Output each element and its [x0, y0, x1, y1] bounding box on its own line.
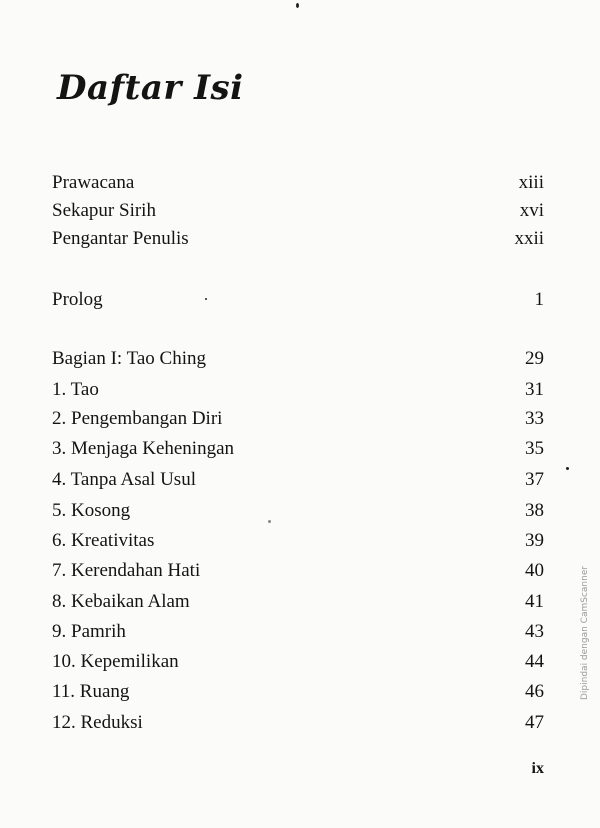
toc-entry-label: 2. Pengembangan Diri: [52, 408, 223, 429]
toc-entry-chapter: [52, 407, 544, 431]
toc-entry-page: 37: [525, 469, 544, 490]
page-title: Daftar Isi: [57, 68, 244, 108]
toc-entry-chapter: [52, 499, 544, 523]
scan-speck: [268, 520, 271, 523]
toc-entry-label: 5. Kosong: [52, 500, 131, 521]
toc-entry-page: 41: [525, 591, 544, 612]
toc-entry-label: 11. Ruang: [52, 681, 130, 702]
toc-entry-chapter: [52, 590, 544, 614]
toc-entry-label: Sekapur Sirih: [52, 200, 156, 221]
toc-entry-chapter: [52, 620, 544, 644]
toc-entry-page: 31: [525, 379, 544, 400]
toc-entry-page: 43: [525, 621, 544, 642]
toc-entry-page: 44: [525, 651, 544, 672]
toc-entry-chapter: [52, 468, 544, 492]
toc-entry-chapter: [52, 529, 544, 553]
toc-entry-page: 35: [525, 438, 544, 459]
toc-entry-prolog: [52, 288, 544, 312]
toc-entry-page: 47: [525, 712, 544, 733]
toc-entry-label: Pengantar Penulis: [52, 228, 189, 249]
toc-entry-chapter: [52, 559, 544, 583]
toc-entry-label: Prawacana: [52, 172, 135, 193]
toc-entry: [52, 171, 544, 195]
toc-entry-part: [52, 347, 544, 371]
toc-entry-page: 38: [525, 500, 544, 521]
toc-entry-chapter: [52, 378, 544, 402]
toc-entry-chapter: [52, 680, 544, 704]
toc-entry-page: 40: [525, 560, 544, 581]
toc-entry-label: 8. Kebaikan Alam: [52, 591, 190, 612]
toc-entry-label: Prolog: [52, 289, 103, 310]
toc-entry: [52, 227, 544, 251]
toc-entry: [52, 199, 544, 223]
toc-entry-label: 1. Tao: [52, 379, 99, 400]
toc-entry-label: 3. Menjaga Keheningan: [52, 438, 235, 459]
toc-entry-label: 9. Pamrih: [52, 621, 126, 642]
scan-speck: [205, 298, 207, 300]
toc-entry-page: xxii: [514, 228, 544, 249]
toc-entry-page: 33: [525, 408, 544, 429]
toc-entry-label: Bagian I: Tao Ching: [52, 348, 206, 369]
scan-speck: [296, 3, 299, 8]
toc-entry-label: 7. Kerendahan Hati: [52, 560, 201, 581]
scanner-watermark: Dipindai dengan CamScanner: [580, 565, 590, 700]
toc-entry-page: 29: [525, 348, 544, 369]
toc-entry-page: 1: [534, 289, 544, 310]
toc-entry-page: xiii: [518, 172, 544, 193]
toc-entry-label: 6. Kreativitas: [52, 530, 155, 551]
toc-entry-label: 10. Kepemilikan: [52, 651, 179, 672]
toc-entry-chapter: [52, 437, 544, 461]
toc-entry-page: xvi: [519, 200, 544, 221]
toc-entry-page: 39: [525, 530, 544, 551]
toc-entry-page: 46: [525, 681, 544, 702]
page-number: ix: [531, 760, 544, 777]
toc-entry-label: 4. Tanpa Asal Usul: [52, 469, 196, 490]
toc-entry-chapter: [52, 650, 544, 674]
toc-entry-chapter: [52, 711, 544, 735]
toc-entry-label: 12. Reduksi: [52, 712, 143, 733]
scan-speck: [566, 467, 569, 470]
